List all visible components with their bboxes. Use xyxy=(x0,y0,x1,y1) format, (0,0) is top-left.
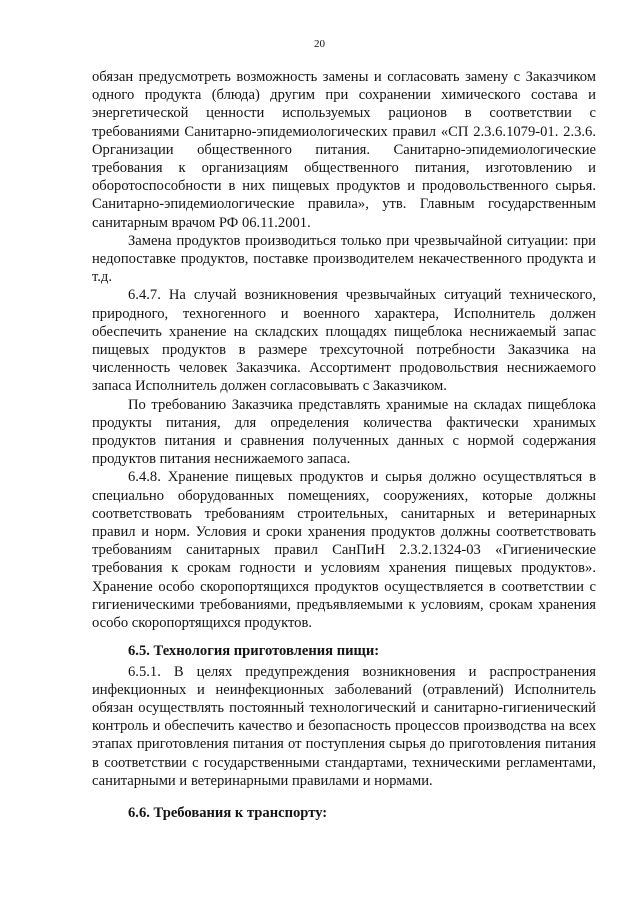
paragraph-6-4-8: 6.4.8. Хранение пищевых продуктов и сырья должно осуществляться в специально оборудованных помещениях, сооружениях, которые должны соответствовать требованиям строительных, санитарных и ветеринарных правил и норм. Условия и сроки хранения продуктов должны соответствовать требованиям санитарных правил СанПиН 2.3.2.1324-03 «Гигиенические требования к срокам годности и условиям хранения пищевых продуктов». Хранение особо скоропортящихся продуктов осуществляется в соответствии с гигиеническими требованиями, предъявляемыми к условиям, срокам хранения особо скоропортящихся продуктов. xyxy=(92,469,596,632)
page-number: 20 xyxy=(314,38,325,50)
paragraph-6-5-1: 6.5.1. В целях предупреждения возникновения и распространения инфекционных и неинфекционных заболеваний (отравлений) Исполнитель обязан осуществлять постоянный технологический и санитарно-гигиенический контроль и обеспечить качество и безопасность процессов производства на всех этапах приготовления питания от поступления сырья до приготовления питания в соответствии с государственными стандартами, техническими регламентами, санитарными и ветеринарными правилами и нормами. xyxy=(92,663,596,789)
paragraph-stock-presentation: По требованию Заказчика представлять хранимые на складах пищеблока продукты питания, для определения количества фактически хранимых продуктов питания и сравнения полученных данных с нормой содержания продуктов питания неснижаемого запаса. xyxy=(92,396,596,468)
section-heading-6-6: 6.6. Требования к транспорту: xyxy=(128,804,328,821)
paragraph-product-replacement: обязан предусмотреть возможность замены и согласовать замену с Заказчиком одного продукта (блюда) другим при сохранении химического состава и энергетической ценности используемых рационов в соответствии с требованиями Санитарно-эпидемиологических правил «СП 2.3.6.1079-01. 2.3.6. Организации общественного питания. Санитарно-эпидемиологические требования к организациям общественного питания, изготовлению и оборотоспособности в них пищевых продуктов и продовольственного сырья. Санитарно-эпидемиологические правила», утв. Главным государственным санитарным врачом РФ 06.11.2001. xyxy=(92,69,596,231)
document-body xyxy=(92,68,596,822)
paragraph-emergency-replacement: Замена продуктов производиться только при чрезвычайной ситуации: при недопоставке продуктов, поставке производителем некачественного продукта и т.д. xyxy=(92,232,596,286)
paragraph-6-4-7: 6.4.7. На случай возникновения чрезвычайных ситуаций технического, природного, техногенного и военного характера, Исполнитель должен обеспечить хранение на складских площадях пищеблока неснижаемый запас пищевых продуктов в размере трехсуточной потребности Заказчика на численность человек Заказчика. Ассортимент продовольствия неснижаемого запаса Исполнитель должен согласовывать с Заказчиком. xyxy=(92,287,596,395)
section-heading-6-5: 6.5. Технология приготовления пищи: xyxy=(128,643,380,660)
